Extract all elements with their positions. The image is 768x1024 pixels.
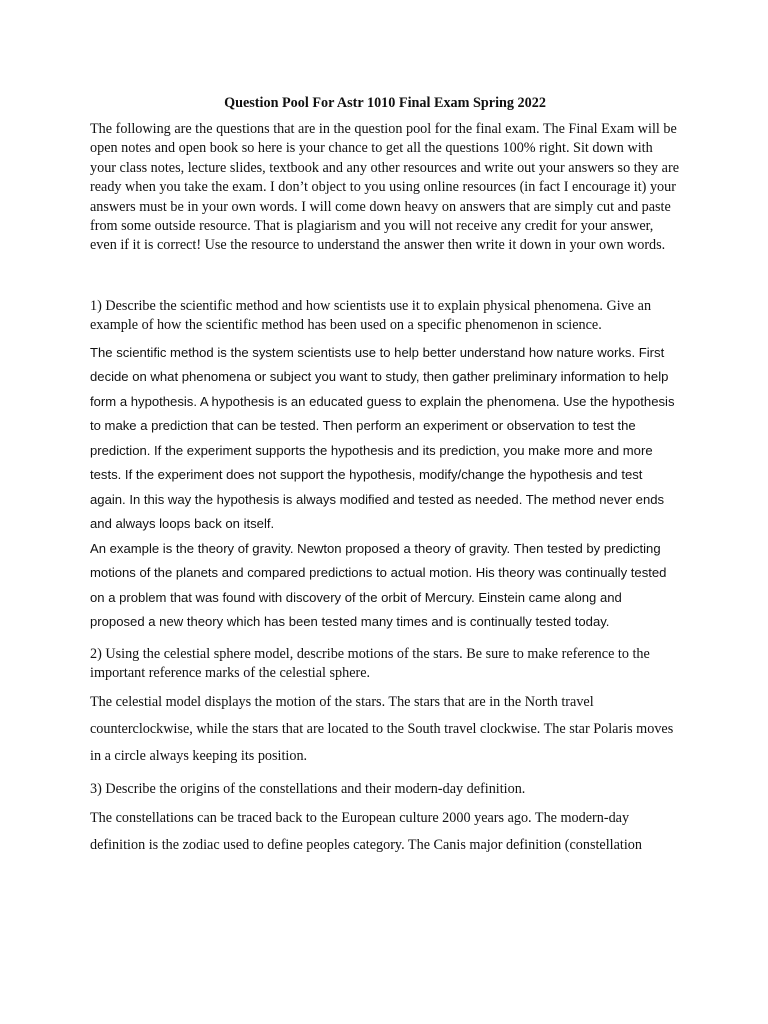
answer-3: [90, 805, 680, 859]
question-3: 3) Describe the origins of the constellations and their modern-day definition.: [90, 780, 526, 797]
section-spacer: [90, 256, 680, 297]
document-body: [90, 94, 680, 859]
question-1: 1) Describe the scientific method and how scientists use it to explain physical phenomena. Give an example of how the scientific method has been used on a specific phenomenon in science.: [90, 297, 652, 333]
answer-1-paragraph-2: An example is the theory of gravity. Newton proposed a theory of gravity. Then tested by predicting motions of the planets and compared predictions to actual motion. His theory was continually tested on a problem that was found with discovery of the orbit of Mercury. Einstein came along and proposed a new theory which has been tested many times and is continually tested today.: [90, 540, 667, 630]
answer-2: The celestial model displays the motion of the stars. The stars that are in the North travel counterclockwise, while the stars that are located to the South travel clockwise. The star Polaris moves in a circle always keeping its position.: [90, 693, 674, 764]
question-2: 2) Using the celestial sphere model, describe motions of the stars. Be sure to make reference to the important reference marks of the celestial sphere.: [90, 645, 650, 681]
document-title: Question Pool For Astr 1010 Final Exam Spring 2022: [224, 95, 546, 111]
answer-3-line-2: definition is the zodiac used to define peoples category. The Canis major definition (constellation: [90, 836, 642, 853]
answer-3-line-1: The constellations can be traced back to the European culture 2000 years ago. The modern-day: [90, 809, 630, 826]
answer-1-paragraph-1: The scientific method is the system scientists use to help better understand how nature works. First decide on what phenomena or subject you want to study, then gather preliminary information to help form a hypothesis. A hypothesis is an educated guess to explain the phenomena. Use the hypothesis to make a prediction that can be tested. Then perform an experiment or observation to test the prediction. If the experiment supports the hypothesis and its prediction, you make more and more tests. If the experiment does not support the hypothesis, modify/change the hypothesis and test again. In this way the hypothesis is always modified and tested as needed. The method never ends and always loops back on itself.: [90, 344, 675, 532]
intro-paragraph: The following are the questions that are in the question pool for the final exam. The Final Exam will be open notes and open book so here is your chance to get all the questions 100% right. Sit down with your class notes, lecture slides, textbook and any other resources and write out your answers so they are ready when you take the exam. I don’t object to you using online resources (in fact I encourage it) your answers must be in your own words. I will come down heavy on answers that are simply cut and paste from some outside resource. That is plagiarism and you will not receive any credit for your answer, even if it is correct! Use the resource to understand the answer then write it down in your own words.: [90, 121, 680, 254]
